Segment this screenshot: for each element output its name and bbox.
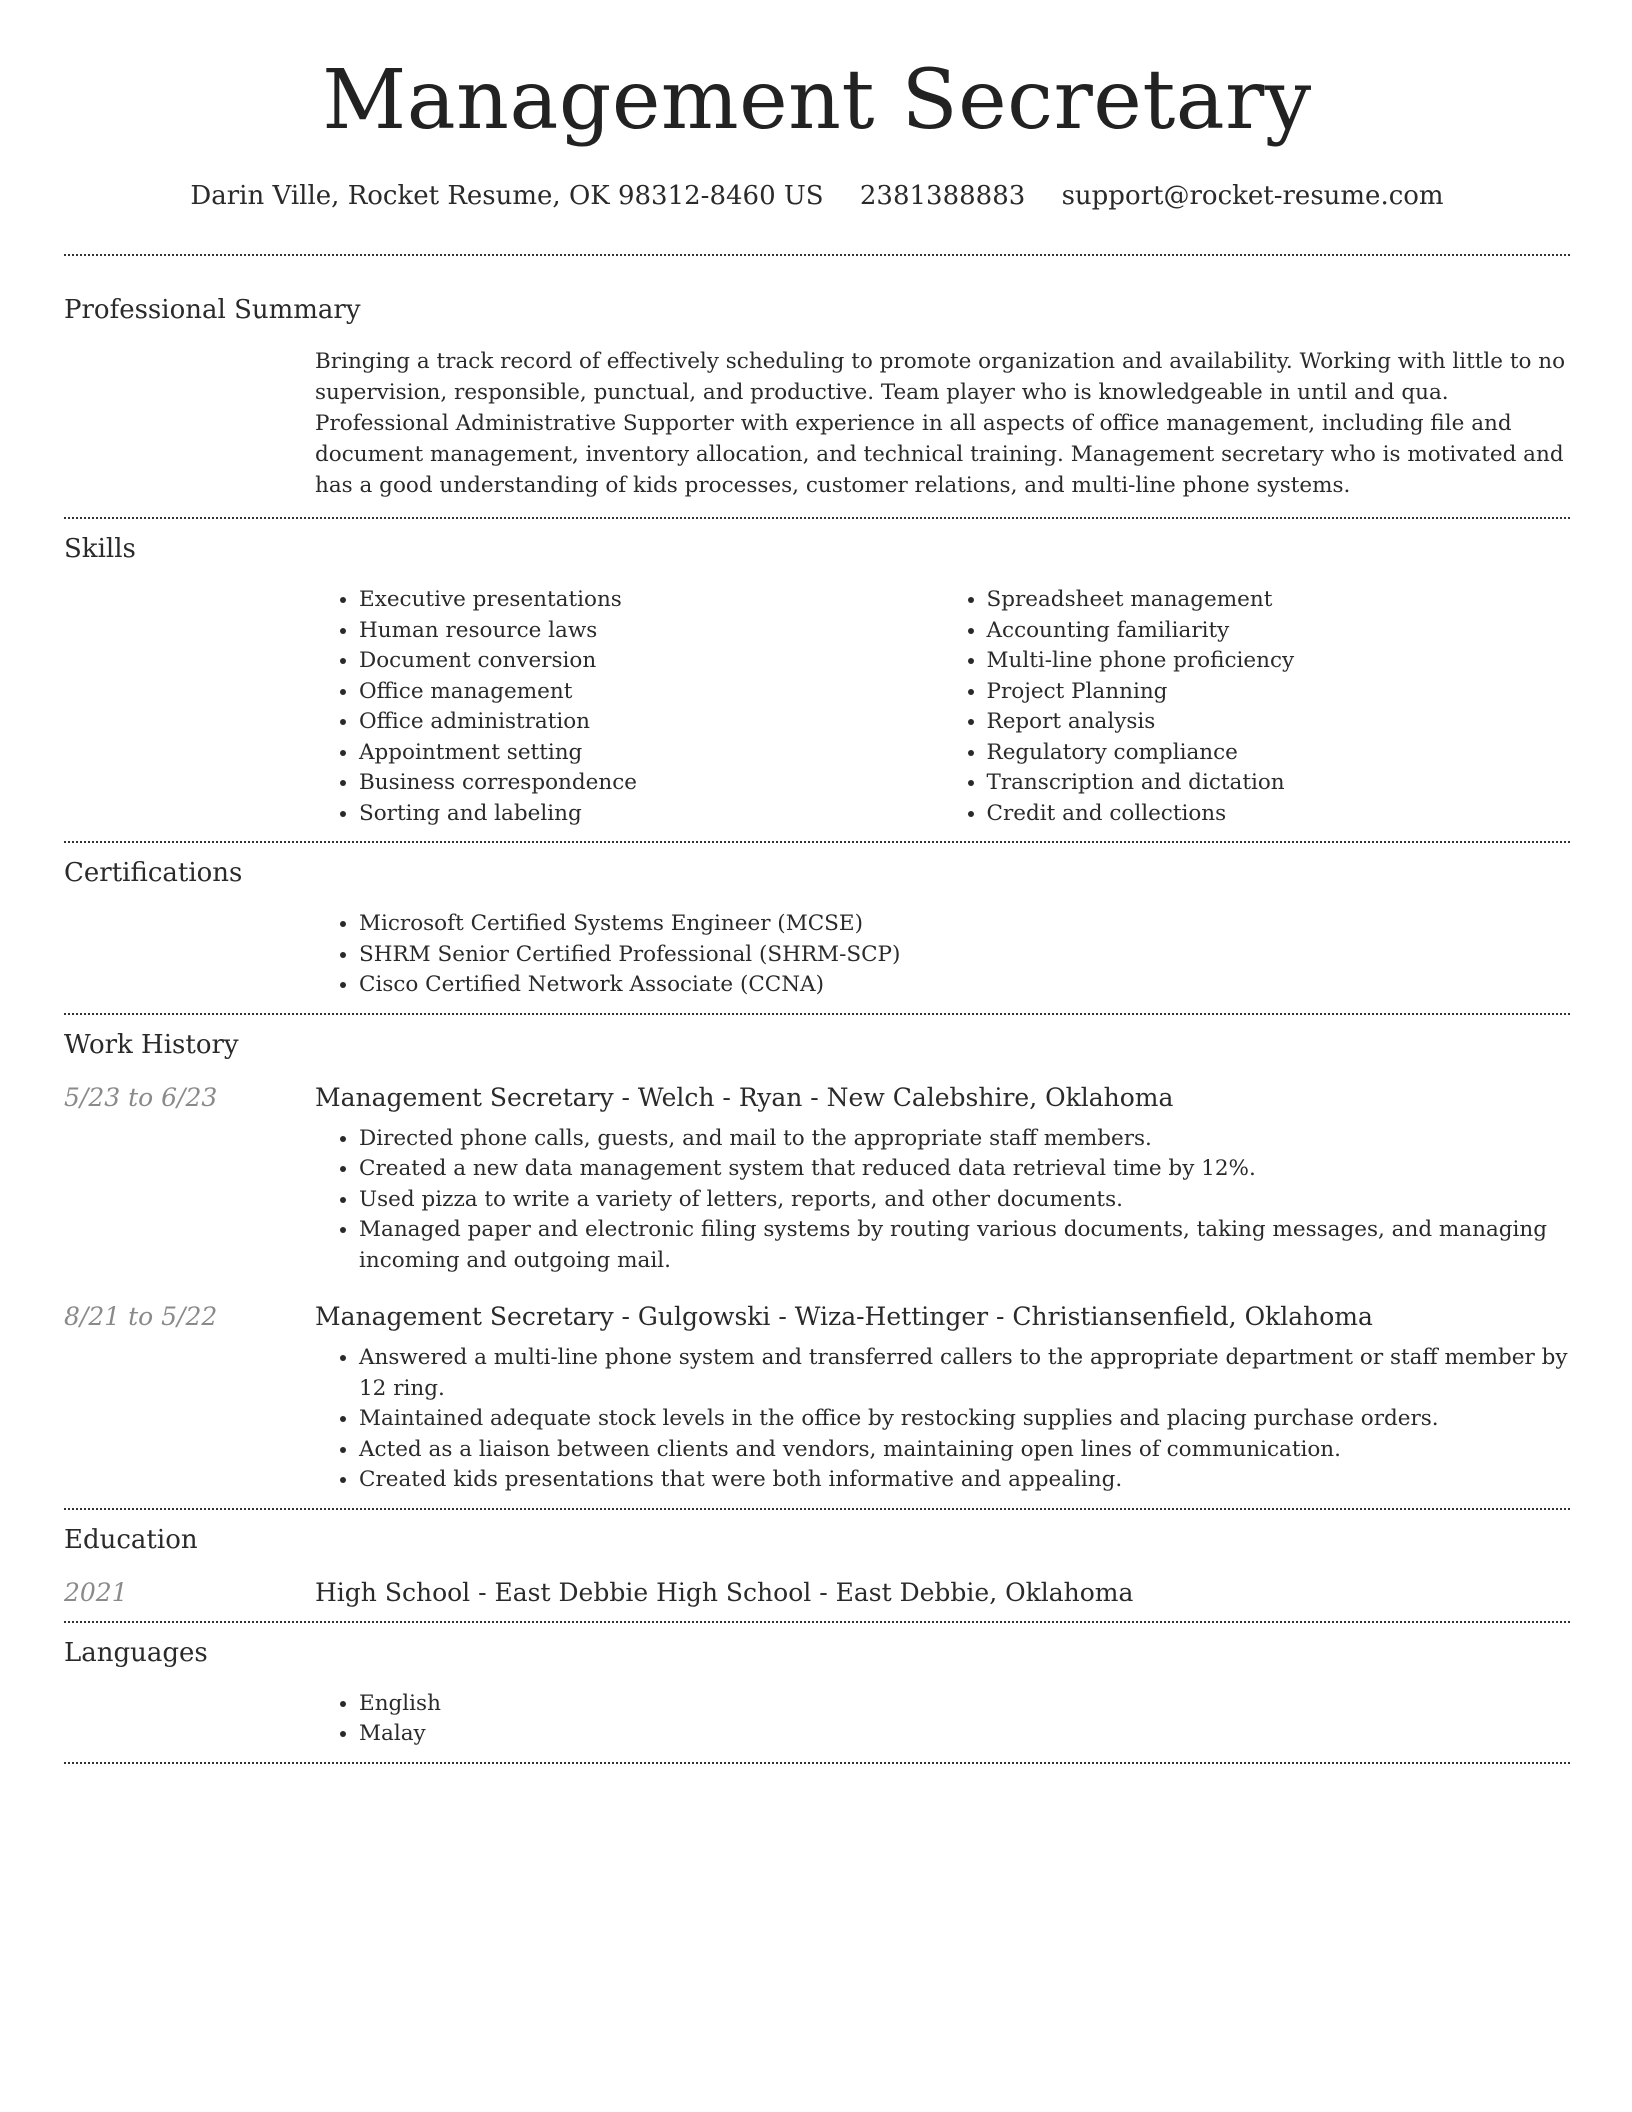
education-entry [64,1578,1570,1607]
contact-phone: 2381388883 [859,181,1026,211]
job-header [64,1302,1570,1331]
skills-list-left [315,585,943,829]
job-dates: 5/23 to 6/23 [64,1082,218,1112]
section-title-summary: Professional Summary [64,295,361,325]
skills-section [64,519,1570,841]
resume-name: Management Secretary [322,53,1312,148]
skill-item: • Document conversion [359,646,943,677]
certification-item: • SHRM Senior Certified Professional (SHRM-SCP) [359,940,1570,971]
job-title: Management Secretary - Gulgowski - Wiza-Hettinger - Christiansenfield, Oklahoma [315,1302,1373,1331]
skill-item: • Business correspondence [359,768,943,799]
skill-item: • Project Planning [987,677,1571,708]
languages-section [64,1623,1570,1762]
job-header [64,1083,1570,1112]
job-bullet-list [315,1343,1570,1496]
language-item: • English [359,1689,1570,1720]
education-year: 2021 [64,1577,128,1607]
job-bullet: • Used pizza to write a variety of letters, reports, and other documents. [359,1185,1570,1216]
resume-page [64,0,1570,1764]
certification-item: • Cisco Certified Network Associate (CCNA) [359,970,1570,1001]
job-bullet: • Maintained adequate stock levels in the office by restocking supplies and placing purchase orders. [359,1404,1570,1435]
skill-item: • Executive presentations [359,585,943,616]
work-section [64,1015,1570,1508]
skill-item: • Human resource laws [359,616,943,647]
skill-item: • Office management [359,677,943,708]
languages-list [315,1689,1570,1750]
skill-item: • Transcription and dictation [987,768,1571,799]
skill-item: • Multi-line phone proficiency [987,646,1571,677]
divider [64,1762,1570,1764]
contact-email: support@rocket-resume.com [1061,181,1444,211]
skill-item: • Credit and collections [987,799,1571,830]
skill-item: • Sorting and labeling [359,799,943,830]
skill-item: • Regulatory compliance [987,738,1571,769]
contact-line [64,176,1570,216]
section-title-certifications: Certifications [64,858,243,888]
job-bullet: • Created a new data management system that reduced data retrieval time by 12%. [359,1154,1570,1185]
language-item: • Malay [359,1719,1570,1750]
job-bullets [315,1124,1570,1277]
skills-list-right [943,585,1571,829]
summary-section [64,256,1570,517]
section-title-education: Education [64,1524,198,1555]
section-title-skills: Skills [64,534,136,564]
skill-item: • Accounting familiarity [987,616,1571,647]
skill-item: • Spreadsheet management [987,585,1571,616]
skill-item: • Appointment setting [359,738,943,769]
contact-address: Darin Ville, Rocket Resume, OK 98312-8460 US [190,181,824,211]
skill-item: • Report analysis [987,707,1571,738]
section-title-languages: Languages [64,1637,208,1668]
languages-body [315,1689,1570,1762]
job-entry [64,1302,1570,1508]
job-entry [64,1083,1570,1277]
certification-item: • Microsoft Certified Systems Engineer (MCSE) [359,909,1570,940]
job-title: Management Secretary - Welch - Ryan - New Calebshire, Oklahoma [315,1082,1174,1112]
skills-grid [315,585,1570,841]
education-detail: High School - East Debbie High School - East Debbie, Oklahoma [315,1577,1134,1607]
certifications-body [315,909,1570,1013]
job-bullet: • Created kids presentations that were both informative and appealing. [359,1465,1570,1496]
job-bullet: • Directed phone calls, guests, and mail to the appropriate staff members. [359,1124,1570,1155]
job-bullet-list [315,1124,1570,1277]
job-bullet: • Acted as a liaison between clients and vendors, maintaining open lines of communication. [359,1435,1570,1466]
education-section [64,1510,1570,1621]
summary-text: Bringing a track record of effectively scheduling to promote organization and availability. Working with little to no supervision, responsible, punctual, and productive. Team player who is knowledgeable in until and qua. Professional Administrative Supporter with experience in all aspects of office management, including file and document management, inventory allocation, and technical training. Management secretary who is motivated and has a good understanding of kids processes, customer relations, and multi-line phone systems. [315,349,1566,498]
job-bullet: • Managed paper and electronic filing systems by routing various documents, taking messages, and managing incoming and outgoing mail. [359,1215,1570,1276]
skill-item: • Office administration [359,707,943,738]
section-title-work: Work History [64,1029,239,1060]
certifications-list [315,909,1570,1001]
job-dates: 8/21 to 5/22 [64,1302,218,1331]
job-bullet: • Answered a multi-line phone system and transferred callers to the appropriate department or staff member by 12 ring. [359,1343,1570,1404]
job-bullets [315,1343,1570,1508]
certifications-section [64,843,1570,1013]
